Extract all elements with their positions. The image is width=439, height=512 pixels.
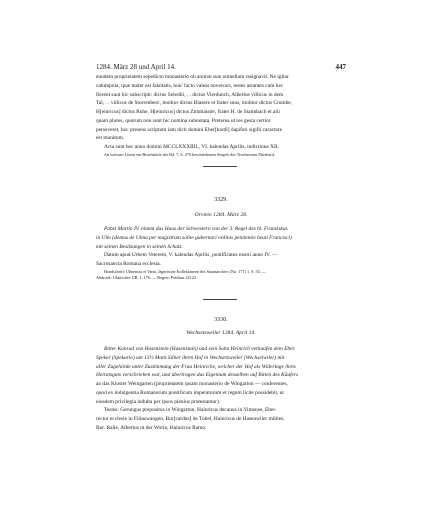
witness-line: rector ecclesie in Filinswangen, Bur[cardus] de Tobel, Hainricus de Hasenwiler milites, <box>96 416 285 422</box>
section-divider <box>203 166 237 167</box>
regest-line: Pabst Martin IV. nimmt das Haus der Schwestern von der 3. Regel des hl. Franziskus <box>104 226 288 232</box>
text-line: quod ex indulgentia Romanorum pontificum imperatorum et regum licite possidebit, ut <box>96 389 284 396</box>
regest-line: Speker (Spekario) um 13½ Mark Silber ihren Hof in Wechsetzweiler (Wechselwiler) mit <box>96 354 285 361</box>
seal-note: An weissen Litzen ein Bruchstück des Bd. 7, S. 279 beschriebenen Siegels des Truchsessen Eberhard. <box>104 151 275 157</box>
document-3329 <box>96 225 346 281</box>
regest-line: Heiratsguts verschrieben war, und übertragen das Eigentum desselben auf Bitten des Käufers <box>96 372 299 379</box>
witness-line: Bur. Ralle, Albertus ut der Worin, Hainricus Ramo. <box>96 424 207 431</box>
regest-line: in Ulm (domus de Ulma per magistrum solite gubernari ordinis penitentie beati Francisci) <box>96 234 292 241</box>
regest-line: aller Zugehörde unter Zustimmung der Frau Heinriche, welcher der Hof als Widerlage ihres <box>96 363 296 370</box>
section-divider <box>203 299 237 300</box>
text-line: fierent sunt hic subscripti: dictus Seledili, . . dictus Vierdunch, Albertus villicus in dem <box>96 91 284 98</box>
regest-line: mit seinen Besitzungen in seinen Schutz. <box>96 243 183 250</box>
text-line: an das Kloster Weingarten (proprietatem ipsam monasterio de Wingarton — conferentes, <box>96 381 288 387</box>
text-line: eiusdem privilegia indulta per ipsos plenius protestantur). <box>96 398 221 405</box>
text-line: est munitum. <box>96 135 125 142</box>
text-line: eundem proprietatem sepedicto monasterio ob animæ suæ remedium resignavit. Ne igitur <box>96 74 289 80</box>
text-line: Tal, . . villicus de Storrenberc, molitor dictus Blasere et frater suus, molitor dictus Crumbe, <box>96 100 293 107</box>
continued-charter <box>96 73 346 158</box>
source-note: Abdruck: Ulmisches UB. 1, 176. — Regest: Potthast 22122. <box>96 274 197 280</box>
dating-line: Datum apud Urbem Veterem, V. kalendas Aprilis, pontificatus nostri anno IV. — <box>104 252 278 259</box>
header-date: 1284. März 28 und April 14. <box>96 63 176 71</box>
text-line: perseveret, hoc presens scriptum iam dicti domini Eber[hardi] dapiferi sigilli caractere <box>96 126 283 133</box>
text-line: quam plures, quorum non sunt hic nomina subnotata. Preterea ut res gesta certior <box>96 117 271 124</box>
place-date: Wechsetzweiler 1284. April 14. <box>186 330 256 336</box>
page-number: 447 <box>335 63 346 71</box>
document-3330 <box>96 345 346 433</box>
regest-line: Bitter Konrad von Hasenstein (Hasenstain) und sein Sohn Heinrich verkaufen dem Eber. <box>104 346 296 352</box>
document-number: 3329. <box>214 197 228 203</box>
source-note: Handschrift: Ulmensia et Varia, Jägerische Kollektaneen des Staatsarchivs (No. 177) 1, S. 33. — <box>104 268 267 274</box>
dating-line: Sacrosancta Romana ecclesia. <box>96 261 161 267</box>
document-number: 3330. <box>214 317 228 323</box>
text-line: H[einricus] dictus Ruhe, H[einricus] dictus Zimmaister, frater H. de Staimbach et alii <box>96 109 280 115</box>
dating-line: Acta sunt hec anno domini MCCLXXXIIII., VI. kalendas Aprilis, indictione XII. <box>104 144 279 150</box>
witness-line: Testes: Gerungus prepositus in Wingarton, Hainricus decanus in Yimense, Eber. <box>104 407 277 414</box>
place-date: Orvieto 1284. März 28. <box>194 212 248 218</box>
text-line: calumpnia, quæ mater est falsitatis, huic facto valeat novercari, testes astantes cum hec <box>96 82 284 89</box>
